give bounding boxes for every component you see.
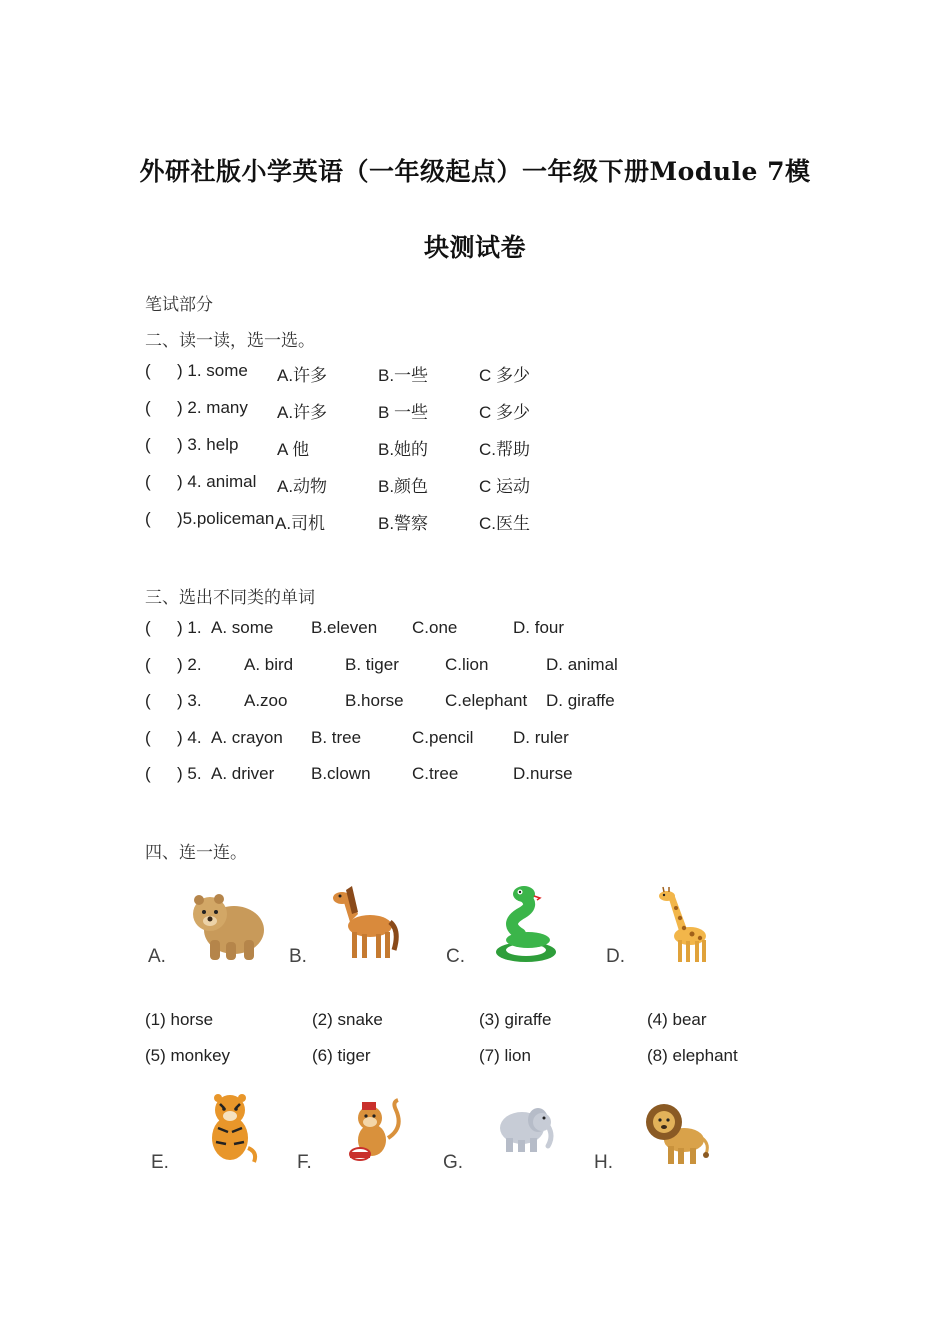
elephant-image [494,1100,556,1156]
option-a: A. some [211,618,274,637]
question-word: ) 3. help [177,435,239,454]
option-b: B.eleven [311,618,378,637]
page-title-line1: 外研社版小学英语（一年级起点）一年级下册Module 7模 [139,157,811,186]
option-c: C.one [412,618,458,637]
question-number: ) 4. [177,728,202,747]
option-d: D.nurse [513,764,573,783]
question-word: )5.policeman [177,509,275,528]
answer-paren[interactable]: ( [145,398,151,417]
option-a: A. driver [211,764,275,783]
answer-paren[interactable]: ( [145,361,151,380]
question-word: ) 4. animal [177,472,257,491]
monkey-image [344,1098,406,1164]
option-a: A.许多 [277,403,328,422]
option-b: B 一些 [378,403,429,422]
picture-letter-h: H. [594,1152,613,1173]
giraffe-image [654,886,714,966]
option-b: B.她的 [378,440,429,459]
option-a: A.许多 [277,366,328,385]
option-a: A.动物 [277,477,328,496]
written-part-label: 笔试部分 [145,295,213,315]
option-a: A. bird [244,655,294,674]
option-c: C 运动 [479,477,530,496]
bear-image [188,884,268,964]
option-a: A. crayon [211,728,283,747]
option-c: C.tree [412,764,459,783]
answer-paren[interactable]: ( [145,764,151,783]
picture-letter-e: E. [151,1152,169,1173]
answer-paren[interactable]: ( [145,509,151,528]
option-c: C.lion [445,655,489,674]
option-c: C.帮助 [479,440,530,459]
picture-letter-g: G. [443,1152,464,1173]
option-b: B. tiger [345,655,399,674]
answer-paren[interactable]: ( [145,691,151,710]
picture-letter-b: B. [289,946,307,967]
option-b: B.颜色 [378,477,429,496]
snake-image [490,884,562,966]
question-word: ) 2. many [177,398,248,417]
option-b: B. tree [311,728,362,747]
section4-heading: 四、连一连。 [145,843,247,863]
tiger-image [200,1092,260,1166]
word-item: (8) elephant [647,1046,738,1065]
picture-letter-f: F. [297,1152,312,1173]
word-item: (4) bear [647,1010,707,1029]
question-number: ) 1. [177,618,202,637]
section3-heading: 三、选出不同类的单词 [145,588,315,608]
word-item: (1) horse [145,1010,214,1029]
option-d: D. ruler [513,728,569,747]
answer-paren[interactable]: ( [145,435,151,454]
option-c: C 多少 [479,403,530,422]
word-item: (6) tiger [312,1046,371,1065]
picture-letter-a: A. [148,946,166,967]
option-c: C.pencil [412,728,474,747]
word-item: (5) monkey [145,1046,231,1065]
option-d: D. four [513,618,565,637]
question-number: ) 5. [177,764,202,783]
horse-image [332,884,402,964]
word-item: (3) giraffe [479,1010,552,1029]
option-c: C 多少 [479,366,530,385]
option-b: B.clown [311,764,371,783]
answer-paren[interactable]: ( [145,472,151,491]
word-item: (2) snake [312,1010,383,1029]
option-b: B.horse [345,691,404,710]
picture-letter-d: D. [606,946,625,967]
section2-heading: 二、读一读，选一选。 [145,331,315,351]
option-a: A.zoo [244,691,288,710]
page-title-line2: 块测试卷 [423,233,526,262]
option-d: D. animal [546,655,618,674]
option-b: B.一些 [378,366,429,385]
question-number: ) 2. [177,655,202,674]
option-c: C.elephant [445,691,528,710]
option-d: D. giraffe [546,691,615,710]
answer-paren[interactable]: ( [145,655,151,674]
option-c: C.医生 [479,514,530,533]
option-b: B.警察 [378,514,429,533]
option-a: A 他 [277,440,310,459]
answer-paren[interactable]: ( [145,618,151,637]
picture-letter-c: C. [446,946,465,967]
question-number: ) 3. [177,691,202,710]
lion-image [642,1098,712,1168]
answer-paren[interactable]: ( [145,728,151,747]
word-item: (7) lion [479,1046,531,1065]
option-a: A.司机 [275,514,326,533]
question-word: ) 1. some [177,361,248,380]
